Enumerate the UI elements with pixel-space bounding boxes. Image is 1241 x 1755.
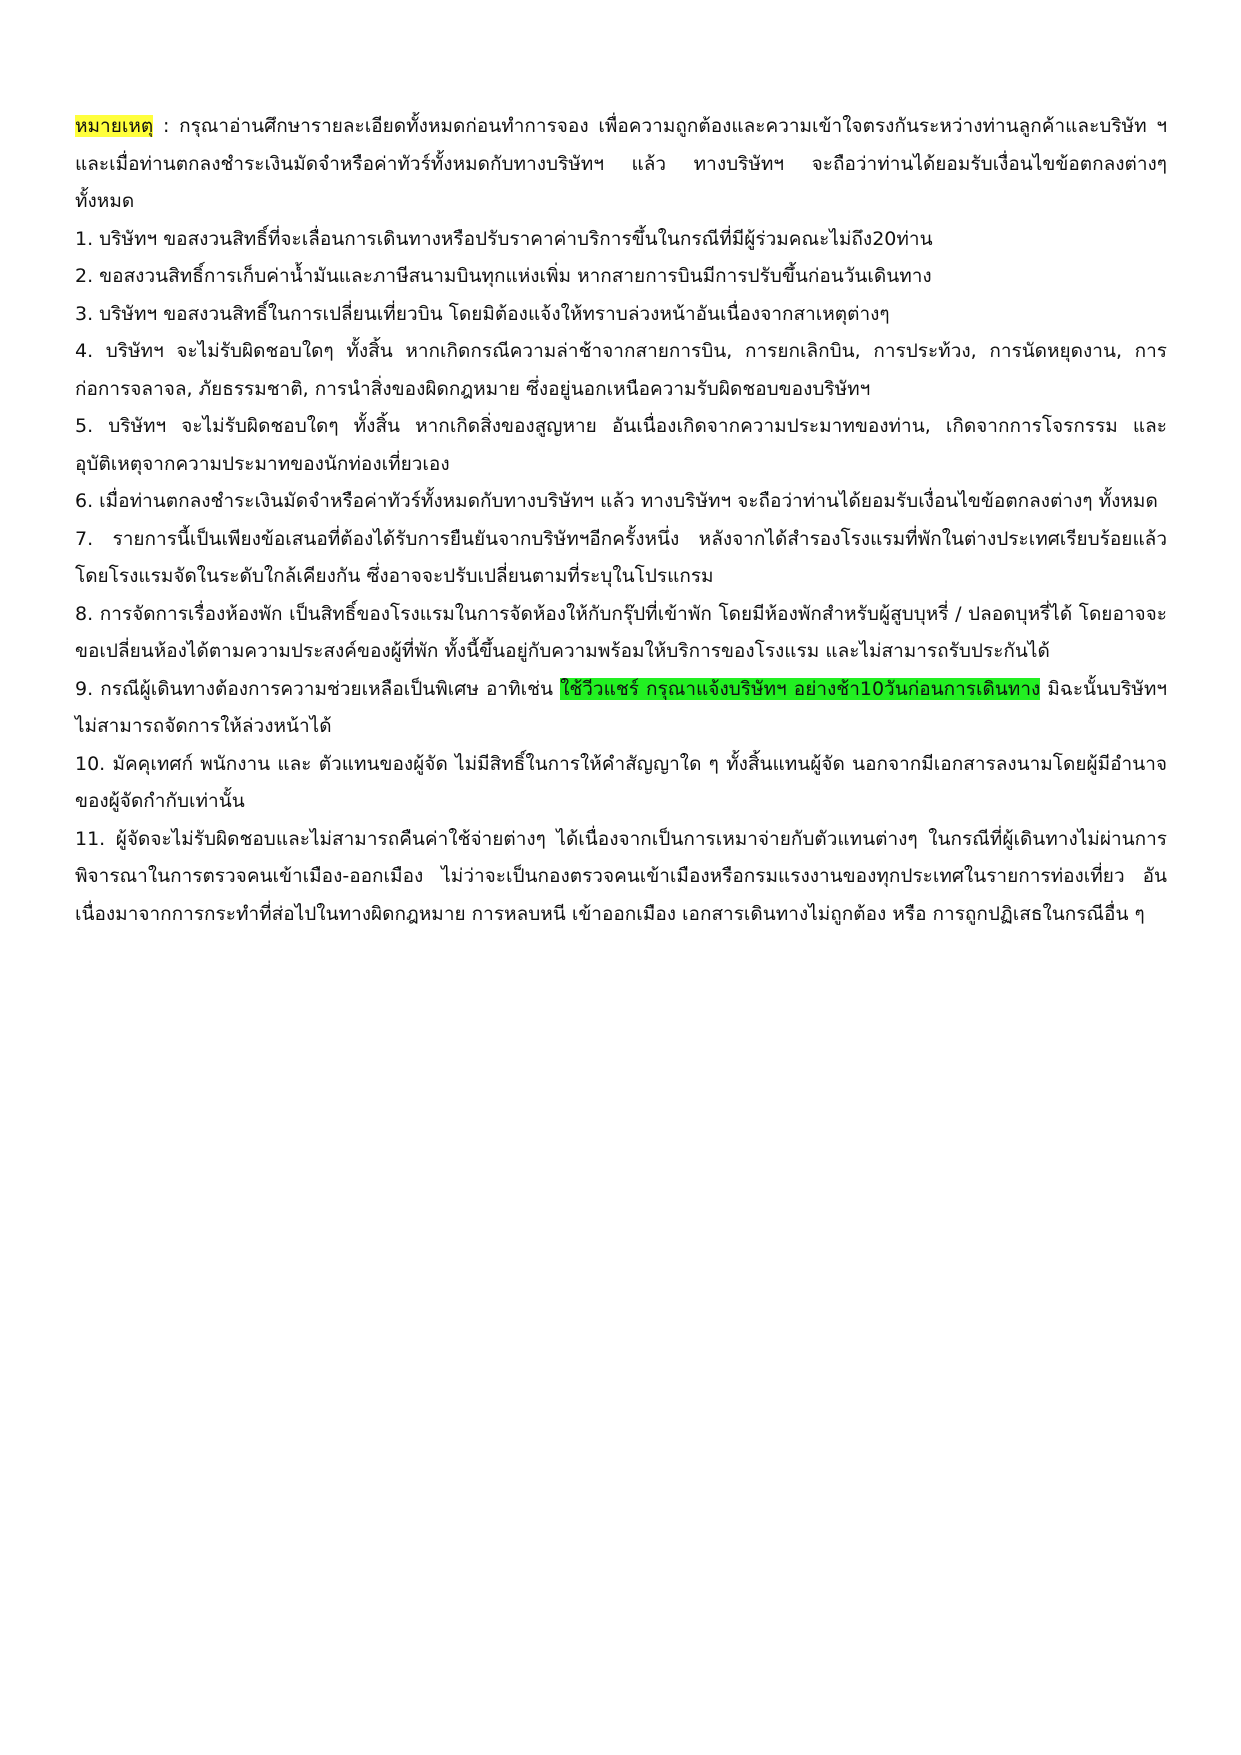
terms-document (75, 108, 1167, 933)
note-label: หมายเหตุ (75, 115, 154, 137)
note-text: : กรุณาอ่านศึกษารายละเอียดทั้งหมดก่อนทำการจอง เพื่อความถูกต้องและความเข้าใจตรงกันระหว่างท่านลูกค้าและบริษัท ฯ และเมื่อท่านตกลงชำระเงินมัดจำหรือค่าทัวร์ทั้งหมดกับทางบริษัทฯ แล้ว ทางบริษัทฯ จะถือว่าท่านได้ยอมรับเงื่อนไขข้อตกลงต่างๆ ทั้งหมด (75, 115, 1167, 212)
term-item-1: 1. บริษัทฯ ขอสงวนสิทธิ์ที่จะเลื่อนการเดินทางหรือปรับราคาค่าบริการขึ้นในกรณีที่มีผู้ร่วมคณะไม่ถึง20ท่าน (75, 227, 933, 250)
term-item-10: 10. มัคคุเทศก์ พนักงาน และ ตัวแทนของผู้จัด ไม่มีสิทธิ์ในการให้คำสัญญาใด ๆ ทั้งสิ้นแทนผู้จัด นอกจากมีเอกสารลงนามโดยผู้มีอำนาจของผู้จัดกำกับเท่านั้น (75, 752, 1167, 812)
term-item-4: 4. บริษัทฯ จะไม่รับผิดชอบใดๆ ทั้งสิ้น หากเกิดกรณีความล่าช้าจากสายการบิน, การยกเลิกบิน, การประท้วง, การนัดหยุดงาน, การก่อการจลาจล, ภัยธรรมชาติ, การนำสิ่งของผิดกฎหมาย ซึ่งอยู่นอกเหนือความรับผิดชอบของบริษัทฯ (75, 340, 1167, 400)
term-item-9-highlight: ใช้วีวแชร์ กรุณาแจ้งบริษัทฯ อย่างช้า10วันก่อนการเดินทาง (560, 677, 1041, 700)
term-item-6: 6. เมื่อท่านตกลงชำระเงินมัดจำหรือค่าทัวร์ทั้งหมดกับทางบริษัทฯ แล้ว ทางบริษัทฯ จะถือว่าท่านได้ยอมรับเงื่อนไขข้อตกลงต่างๆ ทั้งหมด (75, 490, 1158, 512)
term-item-11: 11. ผู้จัดจะไม่รับผิดชอบและไม่สามารถคืนค่าใช้จ่ายต่างๆ ได้เนื่องจากเป็นการเหมาจ่ายกับตัวแทนต่างๆ ในกรณีที่ผู้เดินทางไม่ผ่านการพิจารณาในการตรวจคนเข้าเมือง-ออกเมือง ไม่ว่าจะเป็นกองตรวจคนเข้าเมืองหรือกรมแรงงานของทุกประเทศในรายการท่องเที่ยว อันเนื่องมาจากการกระทำที่ส่อไปในทางผิดกฎหมาย การหลบหนี เข้าออกเมือง เอกสารเดินทางไม่ถูกต้อง หรือ การถูกปฏิเสธในกรณีอื่น ๆ (75, 827, 1167, 925)
term-item-8: 8. การจัดการเรื่องห้องพัก เป็นสิทธิ์ของโรงแรมในการจัดห้องให้กับกรุ๊ปที่เข้าพัก โดยมีห้องพักสำหรับผู้สูบบุหรี่ / ปลอดบุหรี่ได้ โดยอาจจะขอเปลี่ยนห้องได้ตามความประสงค์ของผู้ที่พัก ทั้งนี้ขึ้นอยู่กับความพร้อมให้บริการของโรงแรม และไม่สามารถรับประกันได้ (75, 602, 1167, 662)
term-item-9-after: มิฉะนั้นบริษัทฯไม่สามารถจัดการให้ล่วงหน้าได้ (75, 677, 1168, 737)
term-item-5: 5. บริษัทฯ จะไม่รับผิดชอบใดๆ ทั้งสิ้น หากเกิดสิ่งของสูญหาย อันเนื่องเกิดจากความประมาทของท่าน, เกิดจากการโจรกรรม และอุบัติเหตุจากความประมาทของนักท่องเที่ยวเอง (75, 415, 1167, 475)
note-paragraph (75, 108, 1167, 221)
term-item-7: 7. รายการนี้เป็นเพียงข้อเสนอที่ต้องได้รับการยืนยันจากบริษัทฯอีกครั้งหนึ่ง หลังจากได้สำรองโรงแรมที่พักในต่างประเทศเรียบร้อยแล้ว โดยโรงแรมจัดในระดับใกล้เคียงกัน ซึ่งอาจจะปรับเปลี่ยนตามที่ระบุในโปรแกรม (75, 527, 1167, 587)
term-item-9-before: 9. กรณีผู้เดินทางต้องการความช่วยเหลือเป็นพิเศษ อาทิเช่น (75, 677, 561, 700)
term-item-2: 2. ขอสงวนสิทธิ์การเก็บค่าน้ำมันและภาษีสนามบินทุกแห่งเพิ่ม หากสายการบินมีการปรับขึ้นก่อนวันเดินทาง (75, 265, 932, 287)
term-item-3: 3. บริษัทฯ ขอสงวนสิทธิ์ในการเปลี่ยนเที่ยวบิน โดยมิต้องแจ้งให้ทราบล่วงหน้าอันเนื่องจากสาเหตุต่างๆ (75, 302, 890, 325)
term-item-9 (75, 671, 1167, 746)
